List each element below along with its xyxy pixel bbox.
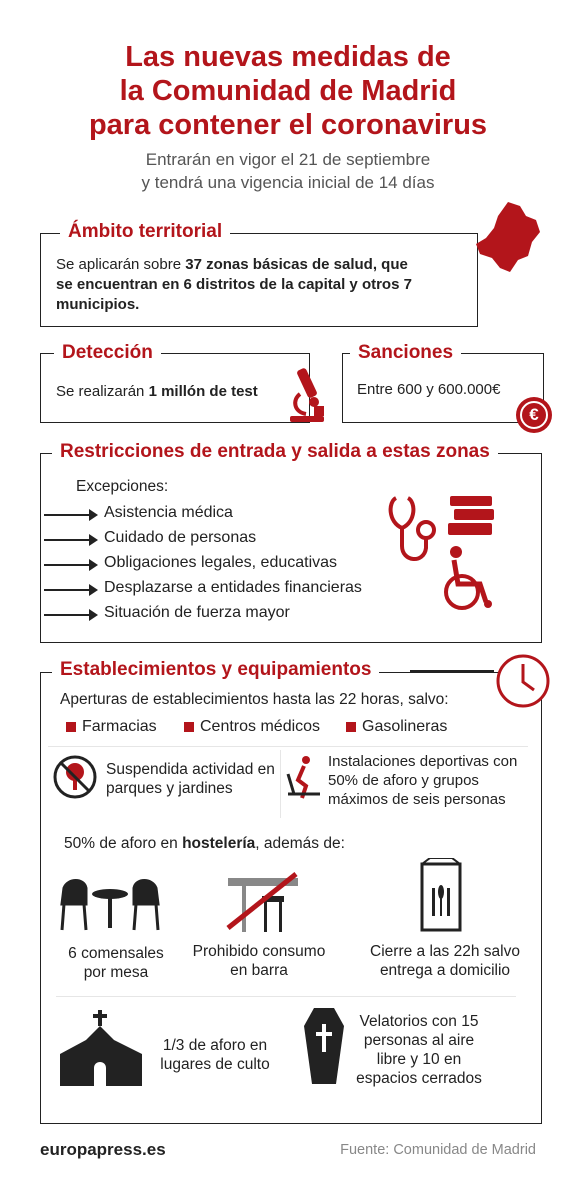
sanciones-heading: Sanciones [350,342,461,364]
euro-icon: € [516,397,552,433]
ambito-text: Se aplicarán sobre 37 zonas básicas de salud, que se encuentran en 6 distritos de la capital y otros 7 municipios. [56,256,412,313]
square-bullet-icon [184,722,194,732]
velatorios-text: Velatorios con 15 personas al aire libre y 10 en espacios cerrados [356,1013,482,1087]
madrid-map-icon [470,198,548,278]
salvo-item: Farmacias [66,718,157,736]
divider [48,746,528,747]
exception-item: Asistencia médica [104,504,233,521]
church-icon [60,1010,142,1088]
title-line-1: Las nuevas medidas de [125,41,451,73]
no-bar-icon [222,868,302,934]
subtitle-line-1: Entrarán en vigor el 21 de septiembre [145,150,431,169]
cierre-text: Cierre a las 22h salvo entrega a domicilio [370,943,520,979]
source-text: Fuente: Comunidad de Madrid [340,1142,536,1158]
ambito-heading: Ámbito territorial [60,221,230,243]
exception-item: Desplazarse a entidades financieras [104,579,362,596]
hosteleria-text: 50% de aforo en hostelería, además de: [64,835,345,852]
comensales-text: 6 comensales por mesa [68,945,164,981]
arrow-icon [44,614,96,616]
microscope-icon [284,362,332,424]
excepciones-label: Excepciones: [76,478,169,495]
divider [56,996,516,997]
exception-item: Cuidado de personas [104,529,257,546]
square-bullet-icon [66,722,76,732]
arrow-icon [44,589,96,591]
exception-item: Situación de fuerza mayor [104,604,290,621]
gym-icon [284,754,324,800]
books-icon [446,492,496,538]
restricciones-heading: Restricciones de entrada y salida a estas zonas [52,441,498,463]
barra-text: Prohibido consumo en barra [192,943,326,979]
table-chairs-icon [58,874,162,932]
square-bullet-icon [346,722,356,732]
brand-logo: europapress.es [40,1140,166,1159]
title-line-3: para contener el coronavirus [88,109,488,141]
arrow-icon [44,514,96,516]
salvo-item: Centros médicos [184,718,320,736]
deteccion-text: Se realizarán 1 millón de test [56,383,258,400]
arrow-icon [44,539,96,541]
deteccion-heading: Detección [54,342,161,364]
culto-text: 1/3 de aforo en lugares de culto [160,1037,270,1073]
no-tree-icon [52,754,98,800]
establecimientos-heading: Establecimientos y equipamientos [52,659,379,681]
subtitle-line-2: y tendrá una vigencia inicial de 14 días [141,173,435,192]
takeaway-bag-icon [416,858,466,934]
salvo-item: Gasolineras [346,718,447,736]
wheelchair-icon [436,544,496,612]
aperturas-text: Aperturas de establecimientos hasta las 22 horas, salvo: [60,691,449,708]
parques-text: Suspendida actividad en parques y jardines [106,761,275,797]
divider [280,750,281,818]
clock-icon [494,652,552,710]
stethoscope-icon [384,492,444,572]
sanciones-text: Entre 600 y 600.000€ [357,381,501,398]
arrow-icon [44,564,96,566]
exception-item: Obligaciones legales, educativas [104,554,338,571]
coffin-icon [302,1008,346,1084]
heading-rule [410,670,494,672]
deportivas-text: Instalaciones deportivas con 50% de aforo y grupos máximos de seis personas [328,753,518,808]
title-line-2: la Comunidad de Madrid [119,75,457,107]
